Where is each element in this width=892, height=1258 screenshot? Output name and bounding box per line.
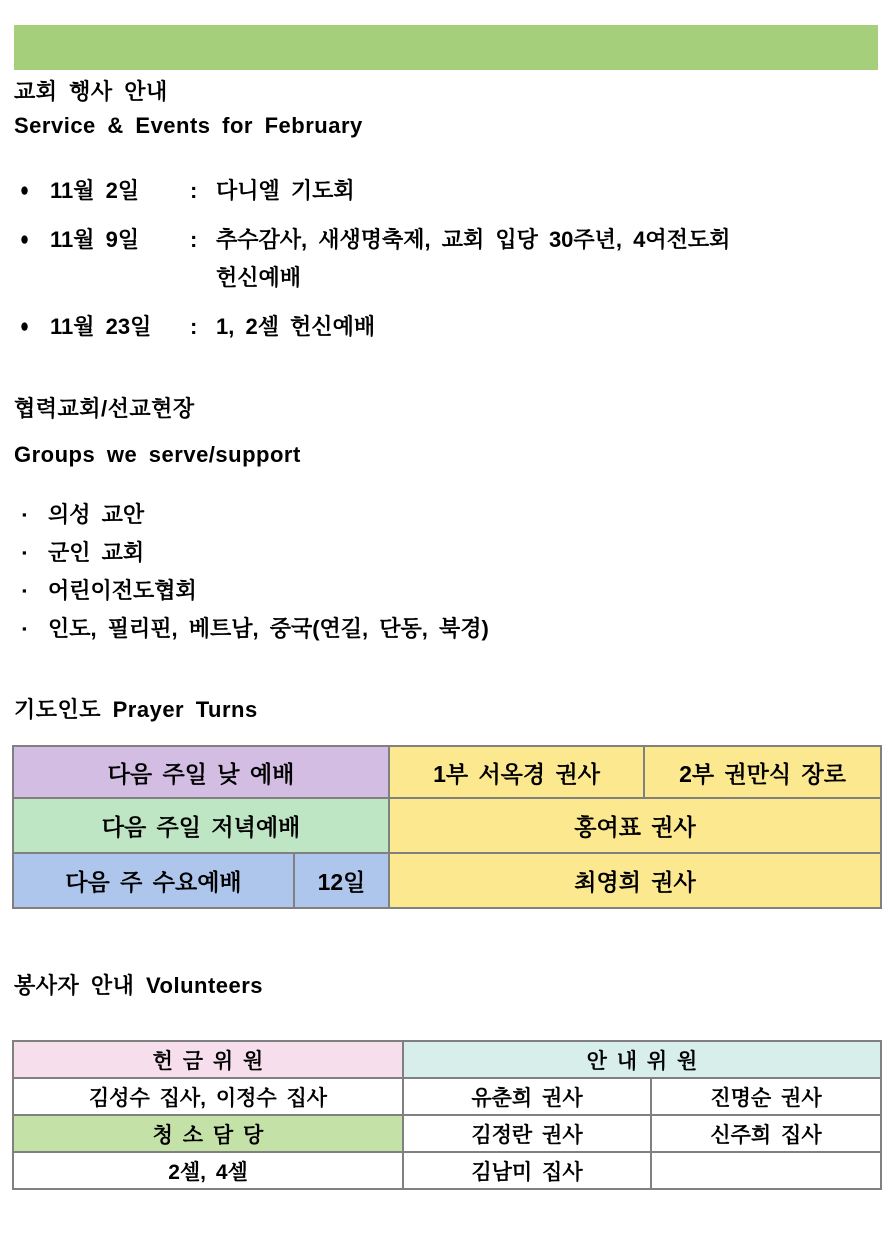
- service-name-cell: 다음 주 수요예배: [13, 853, 294, 908]
- table-row: [13, 1115, 881, 1152]
- groups-title-english: Groups we serve/support: [14, 442, 301, 467]
- event-separator: :: [190, 178, 198, 203]
- events-list: [14, 172, 878, 357]
- circle-bullet-icon: ●: [20, 228, 30, 251]
- square-bullet-icon: ▪: [22, 583, 27, 598]
- list-item: [14, 172, 878, 210]
- prayer-leader-cell: 1부 서옥경 권사: [389, 746, 644, 798]
- list-item: ▪ 군인 교회: [14, 534, 878, 572]
- square-bullet-icon: ▪: [22, 621, 27, 636]
- prayer-turns-table: [12, 745, 882, 909]
- groups-title-korean: 협력교회/선교현장: [14, 396, 195, 421]
- prayer-leader-cell: 2부 권만식 장로: [644, 746, 881, 798]
- prayer-leader-cell: 홍여표 권사: [389, 798, 881, 853]
- prayer-leader-cell: 최영희 권사: [389, 853, 881, 908]
- list-item: [14, 308, 878, 346]
- table-row: [13, 1152, 881, 1189]
- square-bullet-icon: ▪: [22, 507, 27, 522]
- usher-name-cell: 김정란 권사: [403, 1115, 651, 1152]
- table-row: [13, 853, 881, 908]
- square-bullet-icon: ▪: [22, 545, 27, 560]
- events-title-english: Service & Events for February: [14, 113, 363, 138]
- list-item: ▪ 어린이전도협회: [14, 572, 878, 610]
- event-description: 추수감사, 새생명축제, 교회 입당 30주년, 4여전도회 헌신예배: [216, 227, 731, 290]
- groups-list: [14, 496, 878, 648]
- offering-committee-header-cell: 헌 금 위 원: [13, 1041, 403, 1078]
- service-name-cell: 다음 주일 저녁예배: [13, 798, 389, 853]
- table-row: [13, 746, 881, 798]
- event-date: 11월 23일: [50, 314, 152, 339]
- volunteers-title: 봉사자 안내 Volunteers: [14, 973, 264, 998]
- empty-cell: [651, 1152, 881, 1189]
- circle-bullet-icon: ●: [20, 315, 30, 338]
- event-date: 11월 9일: [50, 227, 140, 252]
- list-item: [14, 221, 878, 297]
- header-color-bar: [14, 25, 878, 70]
- event-date: 11월 2일: [50, 178, 140, 203]
- usher-name-cell: 김남미 집사: [403, 1152, 651, 1189]
- prayer-turns-title: 기도인도 Prayer Turns: [14, 697, 258, 722]
- volunteers-table: [12, 1040, 882, 1190]
- usher-name-cell: 신주희 집사: [651, 1115, 881, 1152]
- table-row: [13, 798, 881, 853]
- event-separator: :: [190, 314, 198, 339]
- cleaning-duty-header-cell: 청 소 담 당: [13, 1115, 403, 1152]
- service-name-cell: 다음 주일 낮 예배: [13, 746, 389, 798]
- offering-volunteers-cell: 김성수 집사, 이정수 집사: [13, 1078, 403, 1115]
- cleaning-group-cell: 2셀, 4셀: [13, 1152, 403, 1189]
- list-item: ▪ 인도, 필리핀, 베트남, 중국(연길, 단동, 북경): [14, 610, 878, 648]
- event-description: 1, 2셀 헌신예배: [216, 314, 376, 339]
- events-title-korean: 교회 행사 안내: [14, 79, 168, 104]
- table-row: [13, 1078, 881, 1115]
- usher-name-cell: 진명순 권사: [651, 1078, 881, 1115]
- event-description: 다니엘 기도회: [216, 178, 355, 203]
- event-separator: :: [190, 227, 198, 252]
- service-date-cell: 12일: [294, 853, 389, 908]
- ushers-header-cell: 안 내 위 원: [403, 1041, 881, 1078]
- list-item: ▪ 의성 교안: [14, 496, 878, 534]
- usher-name-cell: 유춘희 권사: [403, 1078, 651, 1115]
- circle-bullet-icon: ●: [20, 179, 30, 202]
- table-row: [13, 1041, 881, 1078]
